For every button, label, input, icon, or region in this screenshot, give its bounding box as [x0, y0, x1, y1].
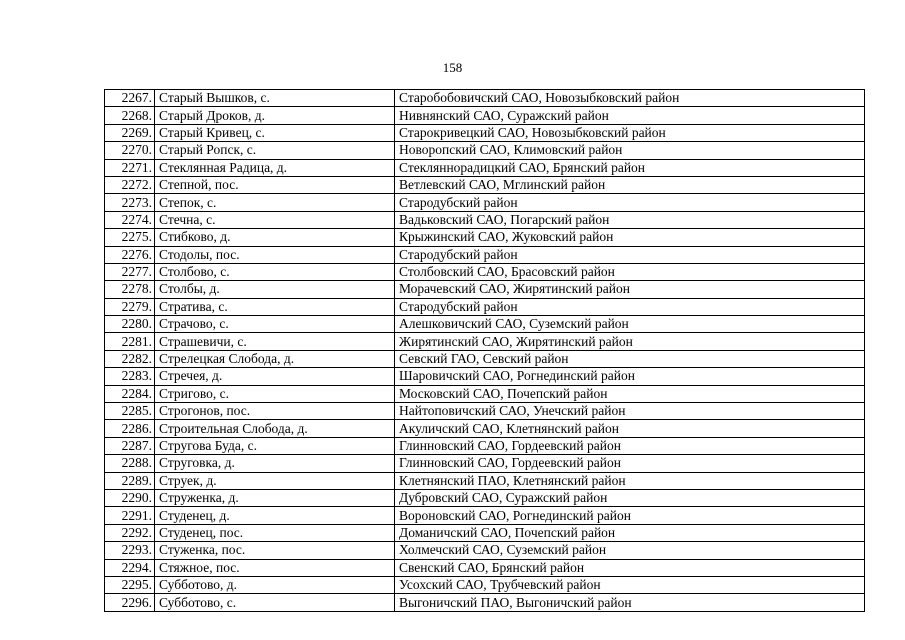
table-row: [105, 437, 865, 454]
table-row: [105, 507, 865, 524]
row-number-cell: 2276.: [105, 246, 155, 263]
page-number: 158: [442, 60, 463, 75]
row-number-cell: 2267.: [105, 90, 155, 107]
table-row: [105, 368, 865, 385]
administrative-district-cell: Вороновский САО, Рогнединский район: [395, 507, 865, 524]
settlement-name-cell: Субботово, с.: [155, 594, 395, 611]
row-number-cell: 2283.: [105, 368, 155, 385]
settlement-name-cell: Стеклянная Радица, д.: [155, 159, 395, 176]
table-row: [105, 142, 865, 159]
table-row: [105, 524, 865, 541]
administrative-district-cell: Глинновский САО, Гордеевский район: [395, 437, 865, 454]
table-row: [105, 298, 865, 315]
table-row: [105, 403, 865, 420]
row-number-cell: 2290.: [105, 489, 155, 506]
row-number-cell: 2287.: [105, 437, 155, 454]
settlement-name-cell: Стригово, с.: [155, 385, 395, 402]
administrative-district-cell: Столбовский САО, Брасовский район: [395, 263, 865, 280]
table-row: [105, 194, 865, 211]
table-row: [105, 559, 865, 576]
settlement-name-cell: Столбово, с.: [155, 263, 395, 280]
table-row: [105, 90, 865, 107]
row-number-cell: 2289.: [105, 472, 155, 489]
row-number-cell: 2268.: [105, 107, 155, 124]
row-number-cell: 2278.: [105, 281, 155, 298]
administrative-district-cell: Стародубский район: [395, 298, 865, 315]
row-number-cell: 2277.: [105, 263, 155, 280]
settlement-name-cell: Стяжное, пос.: [155, 559, 395, 576]
settlement-name-cell: Степной, пос.: [155, 176, 395, 193]
table-row: [105, 124, 865, 141]
row-number-cell: 2280.: [105, 316, 155, 333]
administrative-district-cell: Холмечский САО, Суземский район: [395, 542, 865, 559]
table-row: [105, 472, 865, 489]
table-row: [105, 576, 865, 593]
settlements-table: [104, 89, 865, 612]
table-row: [105, 350, 865, 367]
table-row: [105, 281, 865, 298]
table-row: [105, 229, 865, 246]
row-number-cell: 2270.: [105, 142, 155, 159]
administrative-district-cell: Выгоничский ПАО, Выгоничский район: [395, 594, 865, 611]
table-row: [105, 542, 865, 559]
administrative-district-cell: Глинновский САО, Гордеевский район: [395, 455, 865, 472]
settlement-name-cell: Страчово, с.: [155, 316, 395, 333]
table-row: [105, 176, 865, 193]
administrative-district-cell: Морачевский САО, Жирятинский район: [395, 281, 865, 298]
administrative-district-cell: Клетнянский ПАО, Клетнянский район: [395, 472, 865, 489]
settlement-name-cell: Старый Ропск, с.: [155, 142, 395, 159]
row-number-cell: 2281.: [105, 333, 155, 350]
settlement-name-cell: Стечна, с.: [155, 211, 395, 228]
administrative-district-cell: Стародубский район: [395, 246, 865, 263]
administrative-district-cell: Стародубский район: [395, 194, 865, 211]
table-row: [105, 455, 865, 472]
administrative-district-cell: Ветлевский САО, Мглинский район: [395, 176, 865, 193]
settlement-name-cell: Студенец, пос.: [155, 524, 395, 541]
settlement-name-cell: Стибково, д.: [155, 229, 395, 246]
settlement-name-cell: Степок, с.: [155, 194, 395, 211]
row-number-cell: 2284.: [105, 385, 155, 402]
row-number-cell: 2292.: [105, 524, 155, 541]
table-row: [105, 246, 865, 263]
settlement-name-cell: Страшевичи, с.: [155, 333, 395, 350]
row-number-cell: 2279.: [105, 298, 155, 315]
table-row: [105, 107, 865, 124]
table-row: [105, 211, 865, 228]
administrative-district-cell: Старобобовичский САО, Новозыбковский район: [395, 90, 865, 107]
table-row: [105, 420, 865, 437]
settlement-name-cell: Старый Дроков, д.: [155, 107, 395, 124]
table-body: [105, 90, 865, 612]
administrative-district-cell: Свенский САО, Брянский район: [395, 559, 865, 576]
settlement-name-cell: Строгонов, пос.: [155, 403, 395, 420]
row-number-cell: 2293.: [105, 542, 155, 559]
row-number-cell: 2282.: [105, 350, 155, 367]
row-number-cell: 2274.: [105, 211, 155, 228]
row-number-cell: 2288.: [105, 455, 155, 472]
administrative-district-cell: Московский САО, Почепский район: [395, 385, 865, 402]
settlement-name-cell: Стречея, д.: [155, 368, 395, 385]
row-number-cell: 2275.: [105, 229, 155, 246]
row-number-cell: 2286.: [105, 420, 155, 437]
administrative-district-cell: Усохский САО, Трубчевский район: [395, 576, 865, 593]
administrative-district-cell: Старокривецкий САО, Новозыбковский район: [395, 124, 865, 141]
administrative-district-cell: Новоропский САО, Климовский район: [395, 142, 865, 159]
row-number-cell: 2271.: [105, 159, 155, 176]
settlement-name-cell: Студенец, д.: [155, 507, 395, 524]
settlement-name-cell: Струженка, д.: [155, 489, 395, 506]
settlement-name-cell: Стругова Буда, с.: [155, 437, 395, 454]
table-row: [105, 385, 865, 402]
table-row: [105, 263, 865, 280]
settlement-name-cell: Стрелецкая Слобода, д.: [155, 350, 395, 367]
settlement-name-cell: Субботово, д.: [155, 576, 395, 593]
table-row: [105, 594, 865, 611]
settlement-name-cell: Струговка, д.: [155, 455, 395, 472]
row-number-cell: 2269.: [105, 124, 155, 141]
settlement-name-cell: Стратива, с.: [155, 298, 395, 315]
row-number-cell: 2291.: [105, 507, 155, 524]
settlement-name-cell: Стодолы, пос.: [155, 246, 395, 263]
settlement-name-cell: Стуженка, пос.: [155, 542, 395, 559]
row-number-cell: 2273.: [105, 194, 155, 211]
administrative-district-cell: Найтоповичский САО, Унечский район: [395, 403, 865, 420]
settlement-name-cell: Строительная Слобода, д.: [155, 420, 395, 437]
settlement-name-cell: Старый Вышков, с.: [155, 90, 395, 107]
settlement-name-cell: Старый Кривец, с.: [155, 124, 395, 141]
administrative-district-cell: Доманичский САО, Почепский район: [395, 524, 865, 541]
administrative-district-cell: Нивнянский САО, Суражский район: [395, 107, 865, 124]
administrative-district-cell: Акуличский САО, Клетнянский район: [395, 420, 865, 437]
row-number-cell: 2272.: [105, 176, 155, 193]
administrative-district-cell: Севский ГАО, Севский район: [395, 350, 865, 367]
administrative-district-cell: Стекляннорадицкий САО, Брянский район: [395, 159, 865, 176]
row-number-cell: 2285.: [105, 403, 155, 420]
row-number-cell: 2296.: [105, 594, 155, 611]
table-row: [105, 333, 865, 350]
row-number-cell: 2294.: [105, 559, 155, 576]
settlement-name-cell: Столбы, д.: [155, 281, 395, 298]
administrative-district-cell: Жирятинский САО, Жирятинский район: [395, 333, 865, 350]
administrative-district-cell: Дубровский САО, Суражский район: [395, 489, 865, 506]
administrative-district-cell: Шаровичский САО, Рогнединский район: [395, 368, 865, 385]
table-row: [105, 159, 865, 176]
administrative-district-cell: Вадьковский САО, Погарский район: [395, 211, 865, 228]
row-number-cell: 2295.: [105, 576, 155, 593]
administrative-district-cell: Алешковичский САО, Суземский район: [395, 316, 865, 333]
settlement-name-cell: Струек, д.: [155, 472, 395, 489]
administrative-district-cell: Крыжинский САО, Жуковский район: [395, 229, 865, 246]
table-row: [105, 489, 865, 506]
table-row: [105, 316, 865, 333]
